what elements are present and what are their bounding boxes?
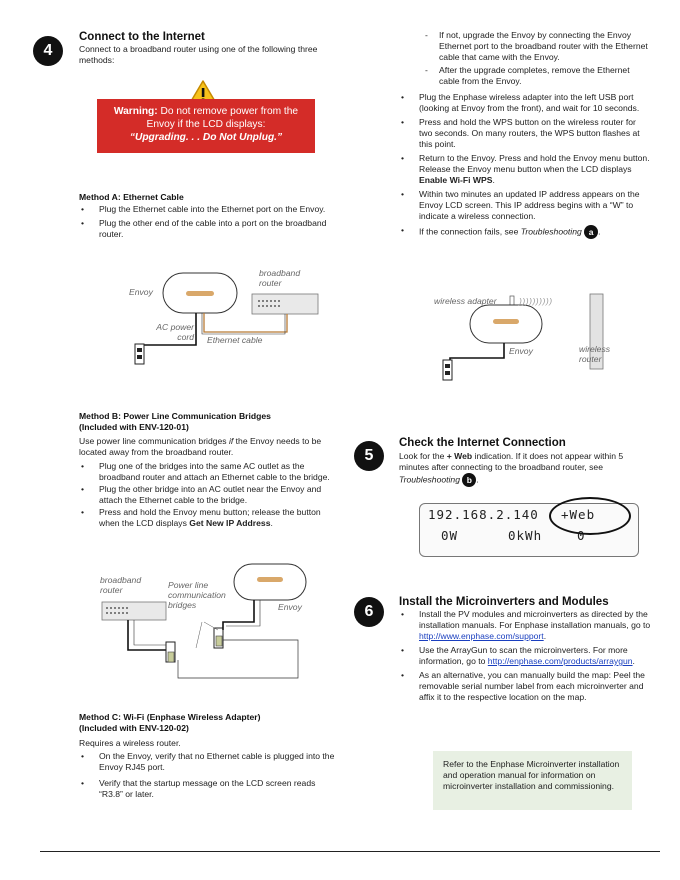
router-label: broadband router: [100, 575, 142, 595]
step-6-number: 6: [354, 597, 384, 627]
wireless-adapter-label: wireless adapter: [434, 296, 497, 306]
step-5-number: 5: [354, 441, 384, 471]
method-b-intro: Use power line communication bridges if the Envoy needs to be located away from the broadband router.: [79, 436, 322, 457]
ethernet-cable-label: Ethernet cable: [207, 335, 263, 345]
web-highlight-ellipse: [549, 497, 631, 535]
lcd-web-indicator: +Web: [561, 507, 596, 522]
list-item: • Plug one of the bridges into the same AC outlet as the broadband router and attach an Ethernet cable to the bridge.: [79, 461, 341, 483]
lcd-power: 0W: [441, 528, 459, 543]
lcd-energy: 0kWh: [508, 528, 543, 543]
upgrade-dash-list: [423, 30, 651, 89]
troubleshooting-a-badge: a: [584, 225, 598, 239]
router-label: broadband router: [259, 268, 301, 288]
list-item: • Verify that the startup message on the LCD screen reads “R3.8” or later.: [79, 778, 341, 800]
list-item: • Use the ArrayGun to scan the microinverters. For more information, go to http://enphase.com/products/arraygun.: [399, 645, 653, 667]
step-6-list: [399, 609, 653, 706]
step-5-title: Check the Internet Connection: [399, 437, 566, 449]
footer-rule: [40, 851, 660, 852]
reference-note: Refer to the Enphase Microinverter installation and operation manual for information on microinverter installation and commissioning.: [433, 751, 632, 810]
method-c-list: [79, 751, 341, 803]
method-c-steps-list: [399, 92, 651, 242]
wireless-router-label: wireless router: [579, 344, 611, 364]
lcd-ip-address: 192.168.2.140: [428, 507, 539, 522]
list-item: • Install the PV modules and microinverters as directed by the installation manuals. For Enphase installation manuals, go to http://www.enphase.com/support.: [399, 609, 653, 642]
warning-message: “Upgrading. . . Do Not Unplug.”: [129, 132, 283, 143]
lcd-count: 0: [577, 528, 586, 543]
step-4-title: Connect to the Internet: [79, 31, 205, 43]
step-5-text: Look for the + Web indication. If it does not appear within 5 minutes after connecting to the broadband router, see Troubleshooting b .: [399, 451, 624, 485]
step-6-title: Install the Microinverters and Modules: [399, 596, 609, 608]
wireless-waves-icon: )))))))))): [519, 296, 553, 306]
list-item: - After the upgrade completes, remove the Ethernet cable from the Envoy.: [423, 65, 651, 87]
enphase-support-link[interactable]: http://www.enphase.com/support: [419, 631, 544, 641]
warning-label: Warning:: [113, 106, 158, 117]
method-c-intro: Requires a wireless router.: [79, 738, 181, 748]
list-item: - If not, upgrade the Envoy by connecting the Envoy Ethernet port to the broadband router with the Ethernet cable that came with the Envoy.: [423, 30, 651, 63]
step-4-number: 4: [33, 36, 63, 66]
arraygun-link[interactable]: http://enphase.com/products/arraygun: [487, 656, 633, 666]
method-a-title: Method A: Ethernet Cable: [79, 192, 184, 202]
list-item: • Within two minutes an updated IP address appears on the Envoy LCD screen. This IP address begins with a “W” to indicate a wireless connection.: [399, 189, 651, 222]
ac-cord-label: AC power cord: [156, 322, 194, 342]
envoy-label: Envoy: [129, 287, 153, 297]
list-item: • Plug the other end of the cable into a port on the broadband router.: [79, 218, 337, 240]
list-item: • If the connection fails, see Troubleshooting a .: [399, 225, 651, 239]
warning-text: Do not remove power from the Envoy if the LCD displays:: [146, 106, 299, 130]
list-item: • Press and hold the Envoy menu button; release the button when the LCD displays Get New IP Address.: [79, 507, 341, 529]
list-item: • Plug the other bridge into an AC outlet near the Envoy and attach the Ethernet cable to the bridge.: [79, 484, 341, 506]
list-item: • Return to the Envoy. Press and hold the Envoy menu button. Release the Envoy menu button when the LCD displays Enable Wi-Fi WPS.: [399, 153, 651, 186]
list-item: • Plug the Ethernet cable into the Ethernet port on the Envoy.: [79, 204, 337, 215]
warning-box: [97, 99, 315, 153]
plc-bridges-label: Power line communication bridges: [168, 580, 226, 610]
method-b-title: Method B: Power Line Communication Bridges (Included with ENV-120-01): [79, 411, 271, 432]
list-item: • Press and hold the WPS button on the wireless router for two seconds. On many routers, the WPS button flashes at this point.: [399, 117, 651, 150]
method-c-title: Method C: Wi-Fi (Enphase Wireless Adapter) (Included with ENV-120-02): [79, 712, 261, 733]
list-item: • Plug the Enphase wireless adapter into the left USB port (looking at Envoy from the front), and wait for 10 seconds.: [399, 92, 651, 114]
envoy-label: Envoy: [509, 346, 533, 356]
list-item: • As an alternative, you can manually build the map: Peel the removable serial number label from each microinverter and affix it to the respective location on the map.: [399, 670, 653, 703]
envoy-label: Envoy: [278, 602, 302, 612]
method-b-list: [79, 461, 341, 532]
list-item: • On the Envoy, verify that no Ethernet cable is plugged into the Envoy RJ45 port.: [79, 751, 341, 773]
method-a-list: [79, 204, 337, 243]
troubleshooting-b-badge: b: [462, 473, 476, 487]
step-4-intro: Connect to a broadband router using one of the following three methods:: [79, 44, 318, 65]
